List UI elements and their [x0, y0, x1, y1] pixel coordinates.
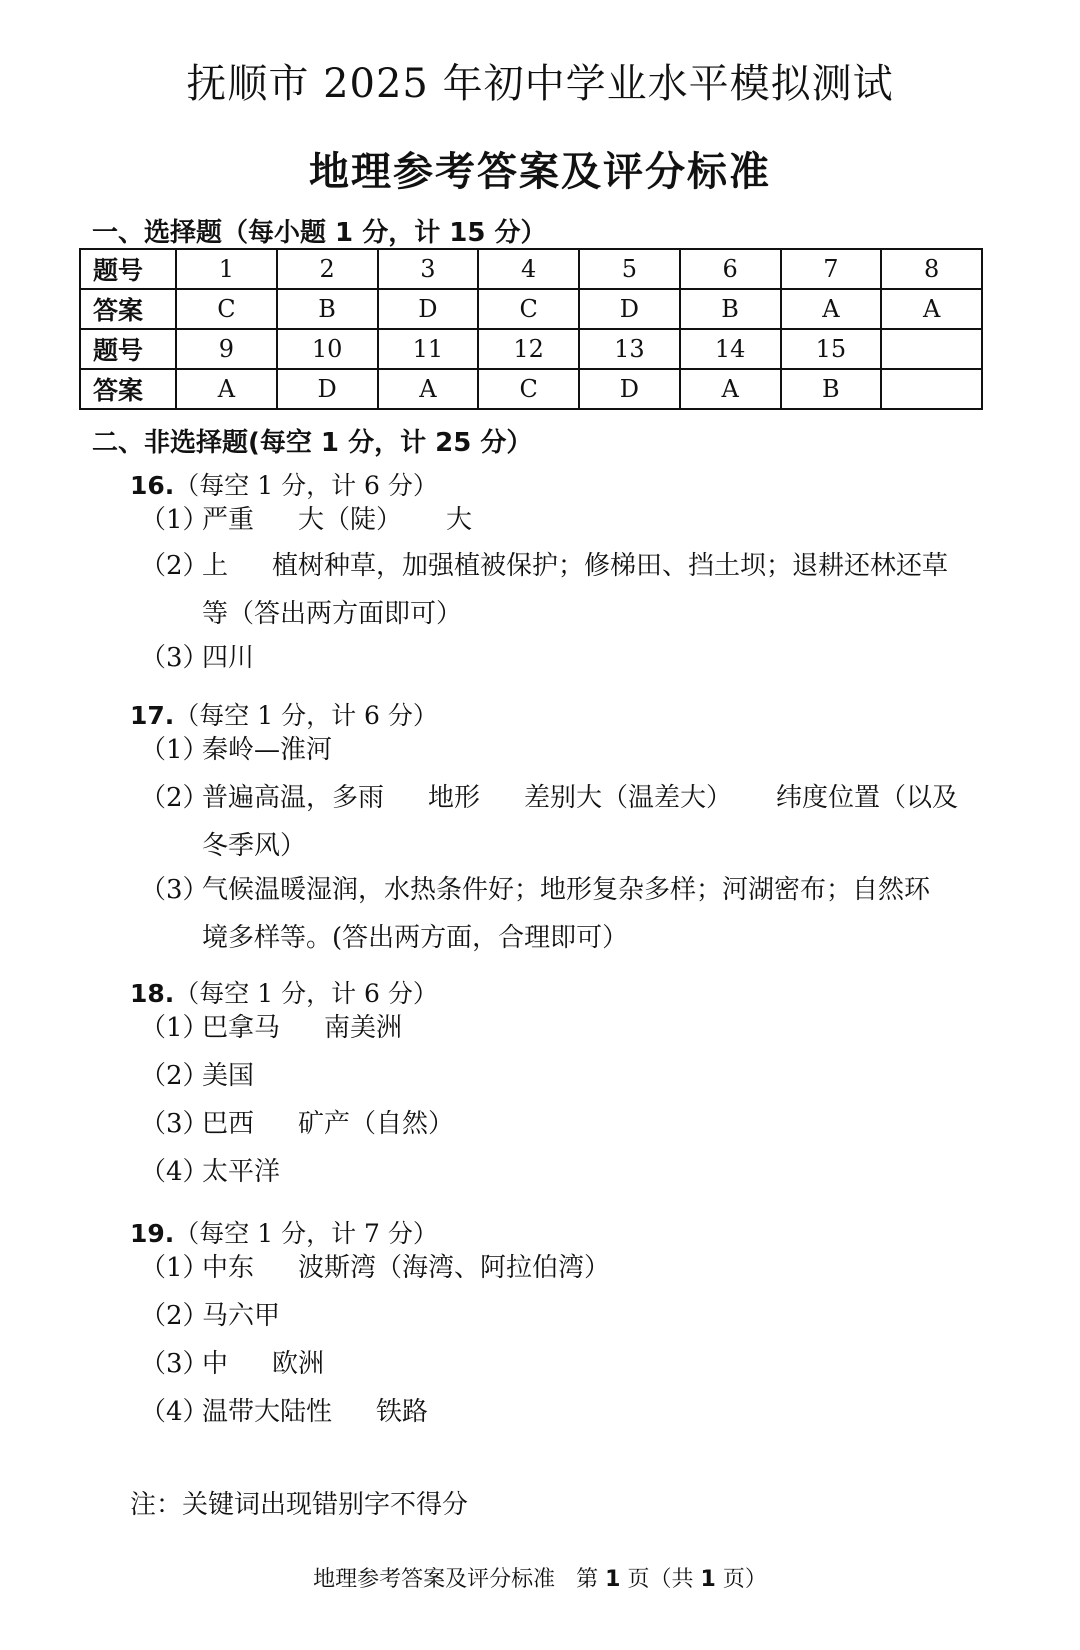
answer-cell: C [478, 289, 579, 329]
exam-title: 抚顺市 2025 年初中学业水平模拟测试 [186, 61, 894, 107]
table-row-numbers-2 [80, 329, 982, 369]
answer-text: 大（陡） [298, 505, 403, 535]
answer-text: 差别大（温差大） [524, 783, 733, 813]
question-number-cell: 9 [176, 329, 277, 369]
question-number-cell: 5 [579, 249, 680, 289]
sub-index: （3） [140, 875, 209, 905]
footer-page-total: 1 [700, 1567, 716, 1592]
scoring-rule: （每空 1 分，计 6 分） [174, 471, 438, 500]
sub-index: （4） [140, 1157, 209, 1187]
multiple-choice-answer-table [79, 248, 983, 410]
question-number-cell: 7 [781, 249, 882, 289]
answer-continuation: 等（答出两方面即可） [202, 599, 463, 629]
question-number-cell: 12 [478, 329, 579, 369]
answer-text: 气候温暖湿润，水热条件好；地形复杂多样；河湖密布；自然环 [202, 875, 931, 905]
answer-19-3 [140, 1340, 1010, 1388]
document-subtitle: 地理参考答案及评分标准 [309, 149, 771, 195]
grading-note: 注：关键词出现错别字不得分 [130, 1490, 469, 1520]
sub-index: （1） [140, 1253, 209, 1283]
sub-index: （2） [140, 1301, 209, 1331]
answer-text: 大 [446, 505, 473, 535]
answer-cell: D [378, 289, 479, 329]
question-number-cell: 15 [781, 329, 882, 369]
answer-text: 严重 [202, 505, 255, 535]
answer-cell: A [176, 369, 277, 409]
question-number-cell: 4 [478, 249, 579, 289]
answer-cell: D [579, 289, 680, 329]
scoring-rule: （每空 1 分，计 7 分） [174, 1219, 438, 1248]
answer-text: 地形 [428, 783, 481, 813]
answer-17-1 [140, 726, 1010, 774]
table-row-numbers-1 [80, 249, 982, 289]
answer-18-1 [140, 1004, 1010, 1052]
answer-18-2 [140, 1052, 1010, 1100]
sub-index: （3） [140, 1109, 209, 1139]
answer-text: 纬度位置（以及 [776, 783, 959, 813]
section-2-heading: 二、非选择题(每空 1 分，计 25 分） [92, 428, 533, 458]
table-row-answers-2 [80, 369, 982, 409]
sub-index: （2） [140, 551, 209, 581]
answer-text: 普遍高温，多雨 [202, 783, 385, 813]
question-number-cell: 2 [277, 249, 378, 289]
question-number: 18. [130, 979, 175, 1008]
answer-text: 温带大陆性 [202, 1397, 333, 1427]
question-number-cell: 1 [176, 249, 277, 289]
section-1-heading: 一、选择题（每小题 1 分，计 15 分） [92, 218, 547, 248]
question-number-cell: 6 [680, 249, 781, 289]
answer-text: 波斯湾（海湾、阿拉伯湾） [298, 1253, 611, 1283]
question-number-cell: 11 [378, 329, 479, 369]
answer-cell: D [579, 369, 680, 409]
answer-text: 太平洋 [202, 1157, 281, 1187]
answer-cell: C [478, 369, 579, 409]
answer-text: 中东 [202, 1253, 255, 1283]
answer-cell: A [781, 289, 882, 329]
sub-index: （2） [140, 783, 209, 813]
answer-cell: B [781, 369, 882, 409]
question-number-cell: 13 [579, 329, 680, 369]
answer-cell: D [277, 369, 378, 409]
answer-cell: A [881, 289, 982, 329]
sub-index: （3） [140, 643, 209, 673]
answer-continuation: 冬季风） [202, 831, 307, 861]
question-number-cell: 8 [881, 249, 982, 289]
scoring-rule: （每空 1 分，计 6 分） [174, 979, 438, 1008]
question-number-cell: 10 [277, 329, 378, 369]
question-number: 19. [130, 1219, 175, 1248]
question-number: 17. [130, 701, 175, 730]
answer-text: 秦岭—淮河 [202, 735, 333, 765]
answer-text: 巴西 [202, 1109, 255, 1139]
answer-text: 美国 [202, 1061, 255, 1091]
answer-18-4 [140, 1148, 1010, 1196]
answer-continuation: 境多样等。(答出两方面，合理即可） [202, 923, 629, 953]
question-number-cell [881, 329, 982, 369]
answer-text: 欧洲 [272, 1349, 325, 1379]
answer-19-1 [140, 1244, 1010, 1292]
scoring-rule: （每空 1 分，计 6 分） [174, 701, 438, 730]
answer-text: 中 [202, 1349, 229, 1379]
row-label-number: 题号 [80, 329, 176, 369]
answer-cell: B [277, 289, 378, 329]
question-number: 16. [130, 471, 175, 500]
answer-16-2 [140, 542, 1010, 638]
answer-text: 铁路 [376, 1397, 429, 1427]
sub-index: （2） [140, 1061, 209, 1091]
answer-17-3 [140, 866, 1010, 962]
answer-18-3 [140, 1100, 1010, 1148]
question-number-cell: 3 [378, 249, 479, 289]
answer-text: 四川 [202, 643, 255, 673]
question-number-cell: 14 [680, 329, 781, 369]
answer-text: 植树种草，加强植被保护；修梯田、挡土坝；退耕还林还草 [272, 551, 949, 581]
answer-text: 南美洲 [324, 1013, 403, 1043]
sub-index: （1） [140, 735, 209, 765]
answer-cell: A [680, 369, 781, 409]
answer-16-3 [140, 634, 1010, 682]
answer-16-1 [140, 496, 1010, 544]
row-label-number: 题号 [80, 249, 176, 289]
sub-index: （1） [140, 1013, 209, 1043]
answer-text: 上 [202, 551, 229, 581]
footer-page-number: 1 [605, 1567, 621, 1592]
row-label-answer: 答案 [80, 289, 176, 329]
answer-cell: B [680, 289, 781, 329]
answer-text: 马六甲 [202, 1301, 281, 1331]
page-footer [0, 1562, 1080, 1593]
footer-page-suffix: 页） [722, 1567, 767, 1592]
answer-17-2 [140, 774, 1010, 870]
sub-index: （3） [140, 1349, 209, 1379]
answer-cell [881, 369, 982, 409]
footer-page-mid: 页（共 [627, 1567, 694, 1592]
answer-19-2 [140, 1292, 1010, 1340]
sub-index: （1） [140, 505, 209, 535]
answer-cell: A [378, 369, 479, 409]
footer-label: 地理参考答案及评分标准 [313, 1567, 556, 1592]
answer-text: 矿产（自然） [298, 1109, 455, 1139]
sub-index: （4） [140, 1397, 209, 1427]
footer-page-prefix: 第 [576, 1567, 599, 1592]
answer-19-4 [140, 1388, 1010, 1436]
answer-cell: C [176, 289, 277, 329]
row-label-answer: 答案 [80, 369, 176, 409]
table-row-answers-1 [80, 289, 982, 329]
answer-text: 巴拿马 [202, 1013, 281, 1043]
